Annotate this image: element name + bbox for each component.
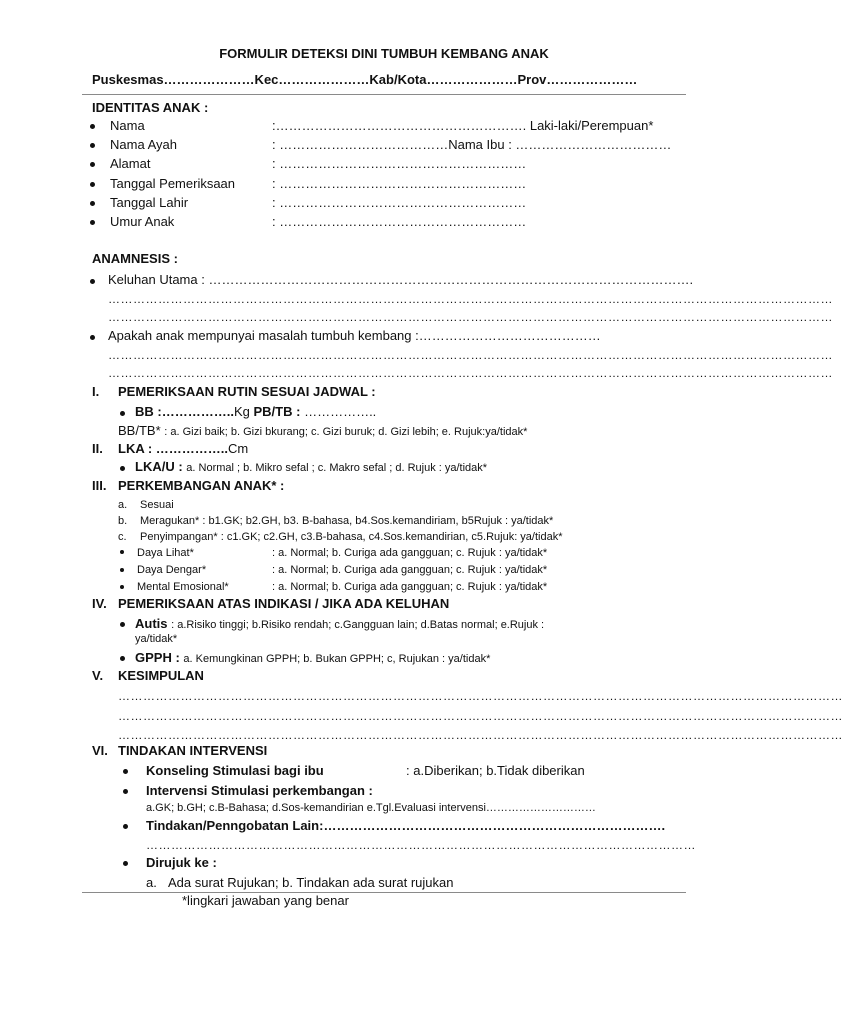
kesimpulan-line-1[interactable]: ………………………………………………………………………………………………………………………………………………………… — [118, 689, 843, 703]
bullet — [120, 568, 124, 572]
anamnesis-heading: ANAMNESIS : — [92, 251, 178, 266]
tanggal-pemeriksaan-field[interactable]: : ………………………………………………… — [272, 176, 527, 191]
masalah-tumbuh-kembang-field[interactable]: Apakah anak mempunyai masalah tumbuh kembang :…………………………………… — [108, 328, 601, 343]
section-4-heading: PEMERIKSAAN ATAS INDIKASI / JIKA ADA KELUHAN — [118, 596, 450, 611]
gpph-options[interactable]: a. Kemungkinan GPPH; b. Bukan GPPH; c, Rujukan : ya/tidak* — [183, 653, 491, 665]
kesimpulan-line-3[interactable]: ………………………………………………………………………………………………………………………………………………………… — [118, 728, 843, 742]
bullet — [90, 182, 95, 187]
bullet — [123, 789, 128, 794]
perkembangan-meragukan[interactable]: Meragukan* : b1.GK; b2.GH, b3. B-bahasa, b4.Sos.kemandiriam, b5Rujuk : ya/tidak* — [140, 515, 554, 527]
nama-label: Nama — [110, 118, 145, 133]
bullet — [90, 279, 95, 284]
nama-ayah-label: Nama Ayah — [110, 137, 177, 152]
bullet — [90, 335, 95, 340]
section-3-number: III. — [92, 478, 107, 493]
konseling-label: Konseling Stimulasi bagi ibu — [146, 763, 324, 778]
form-title: FORMULIR DETEKSI DINI TUMBUH KEMBANG ANAK — [219, 46, 549, 61]
divider-top — [82, 94, 686, 95]
location-line: Puskesmas…………………Kec…………………Kab/Kota…………………Prov………………… — [92, 72, 638, 87]
nama-ayah-ibu-field[interactable]: : …………………………………Nama Ibu : ……………………………… — [272, 137, 672, 152]
lka-label: LKA : …………….. — [118, 441, 229, 456]
gpph-label: GPPH : — [135, 650, 180, 665]
section-5-number: V. — [92, 668, 104, 683]
alamat-label: Alamat — [110, 156, 151, 171]
dirujuk-options[interactable]: Ada surat Rujukan; b. Tindakan ada surat rujukan — [168, 875, 454, 890]
bullet — [120, 411, 125, 416]
perkembangan-penyimpangan[interactable]: Penyimpangan* : c1.GK; c2.GH, c3.B-bahasa, c4.Sos.kemandirian, c5.Rujuk: ya/tidak* — [140, 531, 563, 543]
autis-options-cont[interactable]: ya/tidak* — [135, 633, 178, 645]
tindakan-lain-field[interactable]: Tindakan/Penngobatan Lain:……………………………………………………………………. — [146, 818, 666, 833]
lka-row[interactable] — [118, 441, 248, 457]
autis-label: Autis — [135, 616, 168, 631]
konseling-options[interactable]: : a.Diberikan; b.Tidak diberikan — [406, 763, 585, 778]
bbtb-row — [118, 423, 527, 440]
tanggal-lahir-field[interactable]: : ………………………………………………… — [272, 195, 527, 210]
autis-row — [135, 616, 544, 633]
keluhan-utama-field[interactable]: Keluhan Utama : …………………………………………………………………………………………………. — [108, 272, 694, 287]
mental-emosional-label: Mental Emosional* — [137, 581, 229, 593]
daya-dengar-options[interactable]: : a. Normal; b. Curiga ada gangguan; c. Rujuk : ya/tidak* — [272, 564, 548, 576]
perkembangan-sesuai[interactable]: Sesuai — [140, 499, 174, 511]
section-6-number: VI. — [92, 743, 108, 758]
bullet — [90, 162, 95, 167]
autis-options[interactable]: : a.Risiko tinggi; b.Risiko rendah; c.Gangguan lain; d.Batas normal; e.Rujuk : — [171, 619, 545, 631]
bullet — [120, 466, 125, 471]
daya-lihat-label: Daya Lihat* — [137, 547, 194, 559]
section-5-heading: KESIMPULAN — [118, 668, 204, 683]
intervensi-label: Intervensi Stimulasi perkembangan : — [146, 783, 373, 798]
keluhan-line-3[interactable]: ………………………………………………………………………………………………………………………………………………………… — [108, 310, 833, 324]
dirujuk-a-mark: a. — [146, 875, 157, 890]
tanggal-pemeriksaan-label: Tanggal Pemeriksaan — [110, 176, 236, 191]
masalah-line-2[interactable]: ………………………………………………………………………………………………………………………………………………………… — [108, 348, 833, 362]
section-6-heading: TINDAKAN INTERVENSI — [118, 743, 268, 758]
alamat-field[interactable]: : ………………………………………………… — [272, 156, 527, 171]
section-4-number: IV. — [92, 596, 107, 611]
pbtb-field: …………….. — [304, 404, 377, 419]
bullet — [90, 201, 95, 206]
section-3-heading: PERKEMBANGAN ANAK* : — [118, 478, 285, 493]
kesimpulan-line-2[interactable]: ………………………………………………………………………………………………………………………………………………………… — [118, 709, 843, 723]
daya-lihat-options[interactable]: : a. Normal; b. Curiga ada gangguan; c. Rujuk : ya/tidak* — [272, 547, 548, 559]
bullet — [120, 550, 124, 554]
divider-bottom — [82, 892, 686, 893]
bullet — [123, 769, 128, 774]
tindakan-lain-line-2[interactable]: …………………………………………………………………………………………………………………… — [146, 838, 696, 852]
identitas-heading: IDENTITAS ANAK : — [92, 100, 209, 115]
umur-anak-label: Umur Anak — [110, 214, 175, 229]
section-2-number: II. — [92, 441, 103, 456]
intervensi-options[interactable]: a.GK; b.GH; c.B-Bahasa; d.Sos-kemandirian e.Tgl.Evaluasi intervensi………………………… — [146, 802, 596, 814]
bullet — [90, 124, 95, 129]
bullet — [90, 143, 95, 148]
lkau-label: LKA/U : — [135, 459, 183, 474]
section-1-number: I. — [92, 384, 100, 399]
bullet — [120, 622, 125, 627]
bb-label: BB :…………….. — [135, 404, 234, 419]
masalah-line-3[interactable]: ………………………………………………………………………………………………………………………………………………………… — [108, 366, 833, 380]
umur-anak-field[interactable]: : ………………………………………………… — [272, 214, 527, 229]
bullet — [123, 861, 128, 866]
lkau-row — [135, 459, 487, 476]
perkembangan-b-mark: b. — [118, 515, 128, 527]
bb-pbtb-row[interactable] — [135, 404, 376, 420]
bullet — [123, 824, 128, 829]
mental-emosional-options[interactable]: : a. Normal; b. Curiga ada gangguan; c. Rujuk : ya/tidak* — [272, 581, 548, 593]
gpph-row — [135, 650, 490, 667]
keluhan-line-2[interactable]: ………………………………………………………………………………………………………………………………………………………… — [108, 292, 833, 306]
nama-field[interactable]: :…………………………………………………. Laki-laki/Perempuan* — [272, 118, 654, 133]
perkembangan-a-mark: a. — [118, 499, 128, 511]
bb-unit: Kg — [233, 404, 250, 419]
lkau-options[interactable]: a. Normal ; b. Mikro sefal ; c. Makro sefal ; d. Rujuk : ya/tidak* — [186, 462, 488, 474]
dirujuk-label: Dirujuk ke : — [146, 855, 217, 870]
bbtb-options[interactable]: : a. Gizi baik; b. Gizi bkurang; c. Gizi buruk; d. Gizi lebih; e. Rujuk:ya/tidak* — [164, 426, 528, 438]
daya-dengar-label: Daya Dengar* — [137, 564, 207, 576]
bullet — [120, 656, 125, 661]
tanggal-lahir-label: Tanggal Lahir — [110, 195, 189, 210]
bullet — [90, 220, 95, 225]
footnote: *lingkari jawaban yang benar — [182, 893, 349, 908]
pbtb-label: PB/TB : — [253, 404, 301, 419]
bullet — [120, 585, 124, 589]
section-1-heading: PEMERIKSAAN RUTIN SESUAI JADWAL : — [118, 384, 376, 399]
lka-unit: Cm — [228, 441, 249, 456]
bbtb-label: BB/TB* — [118, 423, 161, 438]
perkembangan-c-mark: c. — [118, 531, 127, 543]
